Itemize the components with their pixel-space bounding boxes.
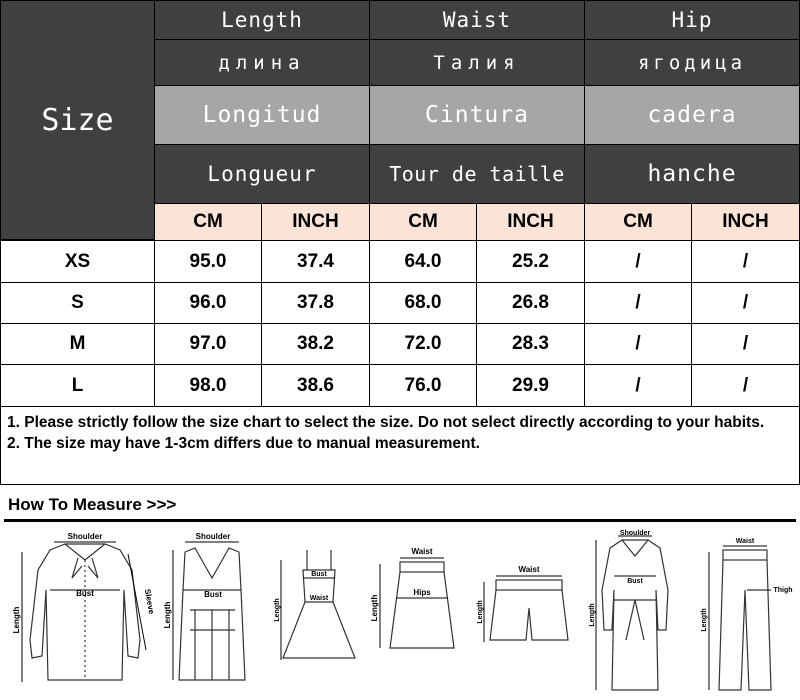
length-label: Length [701, 608, 708, 632]
table-cell: / [691, 323, 800, 365]
unit-header: INCH [261, 203, 370, 241]
unit-header: CM [584, 203, 692, 241]
table-cell: 38.2 [261, 323, 370, 365]
unit-header: CM [369, 203, 477, 241]
skirt-diagram [370, 530, 465, 695]
waist-header-fr: Tour de taille [369, 144, 585, 204]
note-1: 1. Please strictly follow the size chart to select the size. Do not select directly according to your habits. [7, 414, 765, 431]
table-cell: / [584, 364, 692, 407]
note-2: 2. The size may have 1-3cm differs due to manual measurement. [7, 435, 480, 452]
unit-header: INCH [476, 203, 585, 241]
length-label: Length [370, 594, 379, 622]
table-cell: 97.0 [154, 323, 262, 365]
table-cell: 29.9 [476, 364, 585, 407]
waist-header-ru: Талия [369, 39, 585, 86]
pants-diagram [695, 530, 795, 695]
table-cell: 64.0 [369, 240, 477, 283]
table-cell: 76.0 [369, 364, 477, 407]
bust-label: Bust [204, 590, 222, 599]
table-cell: 72.0 [369, 323, 477, 365]
divider [4, 519, 796, 522]
shoulder-label: Shoulder [67, 532, 103, 541]
waist-header-es: Cintura [369, 85, 585, 145]
how-to-measure-title: How To Measure >>> [8, 495, 177, 514]
table-cell: / [691, 282, 800, 324]
table-cell: 25.2 [476, 240, 585, 283]
length-label: Length [589, 603, 596, 627]
sleeve-label: Sleeve [142, 588, 157, 615]
waist-label: Waist [309, 595, 329, 602]
unit-header: INCH [691, 203, 800, 241]
table-cell: / [584, 282, 692, 324]
size-header: Size [0, 0, 155, 240]
length-label: Length [477, 600, 484, 624]
table-cell: 28.3 [476, 323, 585, 365]
bust-label: Bust [311, 571, 327, 578]
table-cell: 68.0 [369, 282, 477, 324]
size-cell: S [0, 282, 155, 324]
unit-header: CM [154, 203, 262, 241]
table-cell: / [691, 364, 800, 407]
table-cell: / [584, 240, 692, 283]
length-label: Length [12, 606, 21, 634]
table-cell: / [691, 240, 800, 283]
table-cell: 98.0 [154, 364, 262, 407]
table-cell: / [584, 323, 692, 365]
size-cell: L [0, 364, 155, 407]
waist-label: Waist [518, 565, 540, 574]
waist-label: Waist [411, 547, 433, 556]
table-cell: 26.8 [476, 282, 585, 324]
table-cell: 37.4 [261, 240, 370, 283]
length-header-en: Length [154, 0, 370, 40]
length-header-ru: длина [154, 39, 370, 86]
length-label: Length [274, 598, 281, 622]
length-header-fr: Longueur [154, 144, 370, 204]
length-header-es: Longitud [154, 85, 370, 145]
hips-label: Hips [413, 588, 431, 597]
size-cell: M [0, 323, 155, 365]
bust-label: Bust [76, 589, 94, 598]
waist-header-en: Waist [369, 0, 585, 40]
hip-header-fr: hanche [584, 144, 800, 204]
hip-header-en: Hip [584, 0, 800, 40]
size-cell: XS [0, 240, 155, 283]
shoulder-label: Shoulder [619, 530, 651, 537]
shorts-diagram [478, 530, 583, 695]
hip-header-es: cadera [584, 85, 800, 145]
hip-header-ru: ягодица [584, 39, 800, 86]
tank-top-diagram [165, 530, 260, 695]
shoulder-label: Shoulder [195, 532, 231, 541]
size-notes [0, 407, 800, 485]
table-cell: 95.0 [154, 240, 262, 283]
thigh-label: Thigh [773, 587, 793, 594]
bust-label: Bust [627, 578, 643, 585]
length-label: Length [163, 601, 172, 629]
coat-diagram [590, 530, 680, 695]
dress-diagram [275, 530, 360, 695]
waist-label: Waist [735, 538, 755, 545]
table-cell: 37.8 [261, 282, 370, 324]
blouse-diagram [10, 530, 160, 695]
table-cell: 96.0 [154, 282, 262, 324]
table-cell: 38.6 [261, 364, 370, 407]
